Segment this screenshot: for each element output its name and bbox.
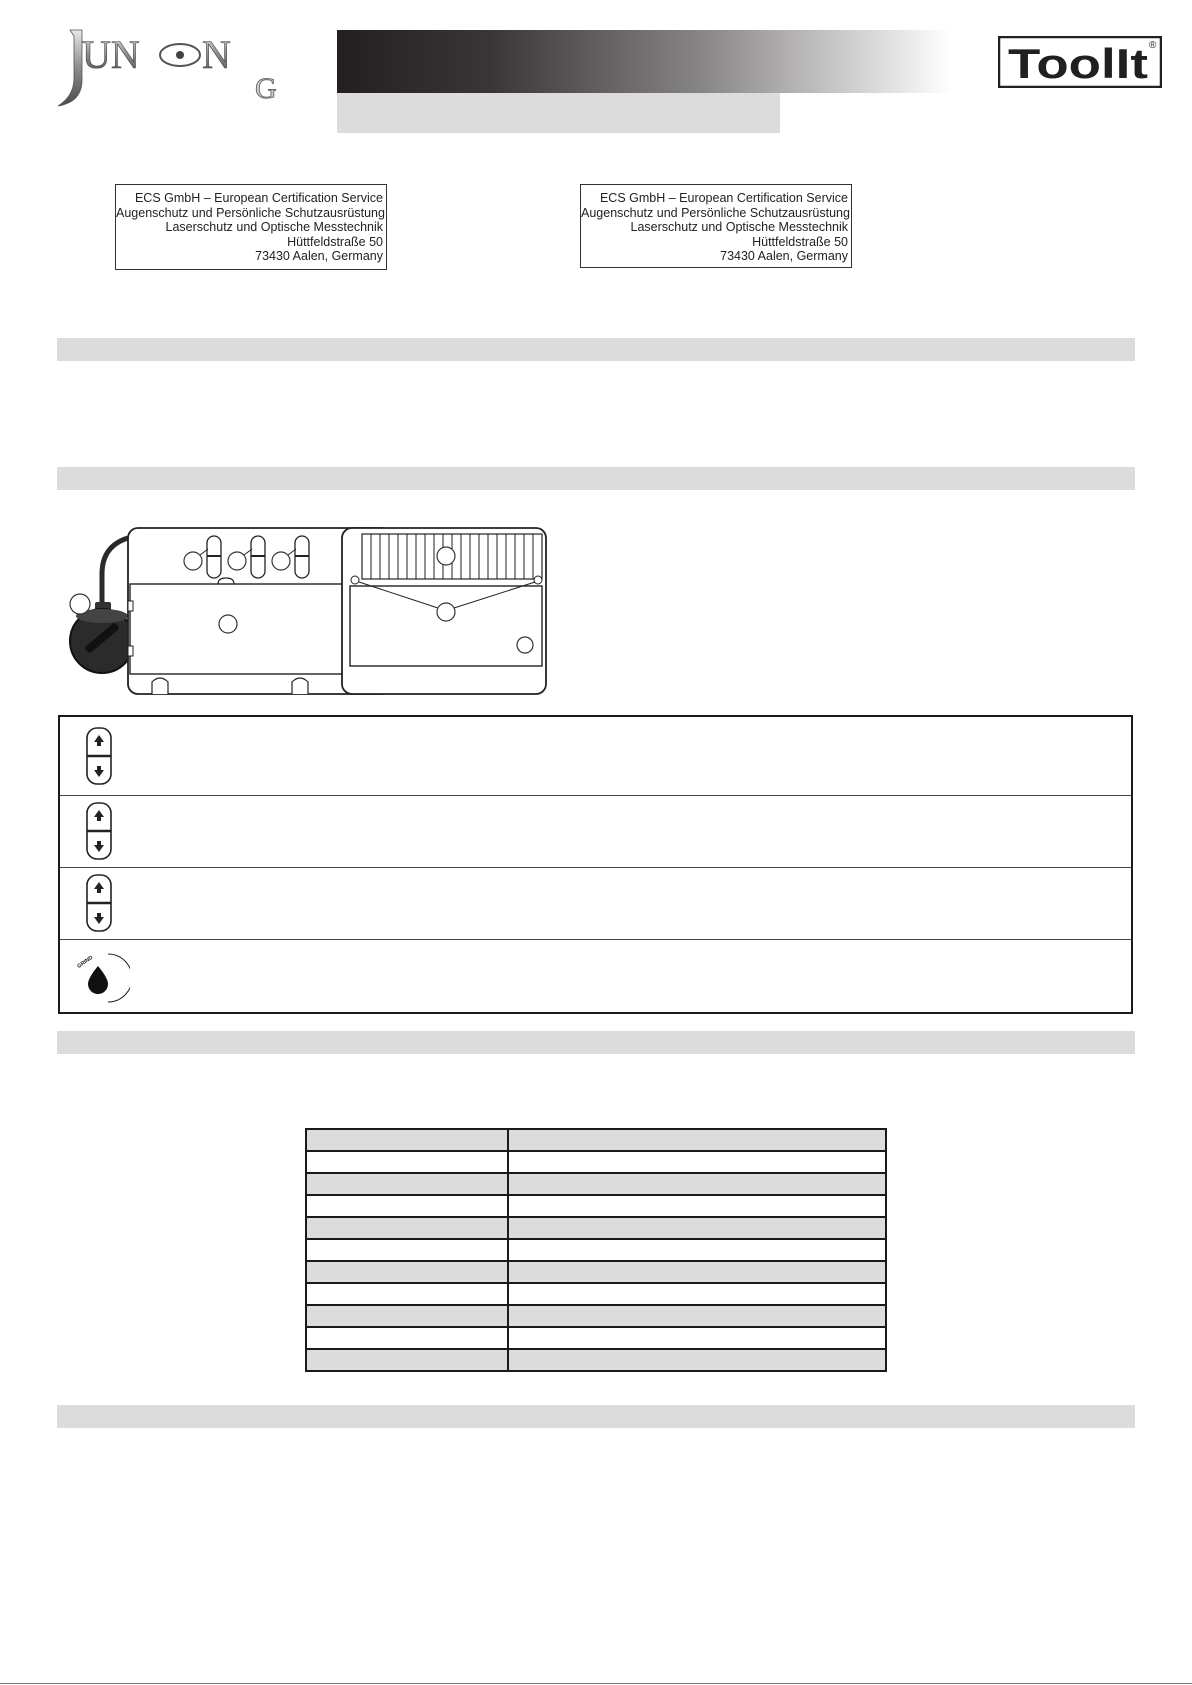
section-bar-2 [57, 467, 1135, 490]
up-down-arrow-button-icon [86, 874, 112, 937]
callout-marker [272, 552, 290, 570]
callout-marker [228, 552, 246, 570]
toolit-logo-text: ToolIt [1008, 40, 1148, 87]
table-row [306, 1261, 886, 1283]
toolit-registered-mark: ® [1149, 40, 1157, 51]
certification-box-left [115, 184, 387, 270]
grind-dial-label: GRIND [76, 954, 95, 970]
junon-logo-graphic [52, 22, 297, 112]
table-row [306, 1129, 886, 1151]
cert-line: ECS GmbH – European Certification Service [134, 191, 383, 205]
cert-line: Laserschutz und Optische Messtechnik [165, 220, 383, 235]
cert-line: Augenschutz und Persönliche Schutzausrüstung [581, 205, 850, 220]
section-bar-3 [57, 1031, 1135, 1054]
cert-line: Hüttfeldstraße 50 [752, 234, 848, 249]
callout-marker [219, 615, 237, 633]
certification-box-right [580, 184, 852, 268]
controls-table [58, 715, 1133, 1014]
up-down-arrow-button-icon [86, 802, 112, 865]
table-row [306, 1305, 886, 1327]
callout-marker [437, 547, 455, 565]
header-title-band [337, 93, 780, 133]
table-row [306, 1151, 886, 1173]
control-row [60, 717, 1131, 796]
toolit-logo [998, 36, 1162, 88]
table-row [306, 1283, 886, 1305]
svg-text:N: N [202, 32, 231, 77]
table-row [306, 1239, 886, 1261]
cable-line [102, 538, 128, 608]
callout-marker [70, 594, 90, 614]
junon-logo-suffix: G [255, 72, 277, 105]
section-bar-1 [57, 338, 1135, 361]
table-row [306, 1173, 886, 1195]
cert-line: 73430 Aalen, Germany [720, 249, 848, 264]
table-row [306, 1195, 886, 1217]
callout-marker [437, 603, 455, 621]
header-gradient-band [337, 30, 952, 93]
grind-dial-icon [74, 944, 130, 1013]
table-row [306, 1217, 886, 1239]
control-row [60, 940, 1131, 1012]
specification-table [305, 1128, 887, 1372]
cert-line: ECS GmbH – European Certification Service [599, 191, 848, 205]
up-down-arrow-button-icon [86, 727, 112, 790]
cert-line: Laserschutz und Optische Messtechnik [630, 220, 848, 235]
table-row [306, 1327, 886, 1349]
control-row [60, 868, 1131, 940]
junon-logo [52, 22, 297, 112]
control-row [60, 796, 1131, 868]
table-row [306, 1349, 886, 1371]
page-bottom-rule [0, 1683, 1192, 1684]
cert-line: 73430 Aalen, Germany [255, 249, 383, 264]
section-bar-4 [57, 1405, 1135, 1428]
product-diagram [62, 524, 552, 696]
cert-line: Hüttfeldstraße 50 [287, 234, 383, 249]
callout-marker [517, 637, 533, 653]
svg-text:UN: UN [82, 32, 140, 77]
callout-marker [184, 552, 202, 570]
cert-line: Augenschutz und Persönliche Schutzausrüstung [116, 205, 385, 220]
back-window [350, 586, 542, 666]
